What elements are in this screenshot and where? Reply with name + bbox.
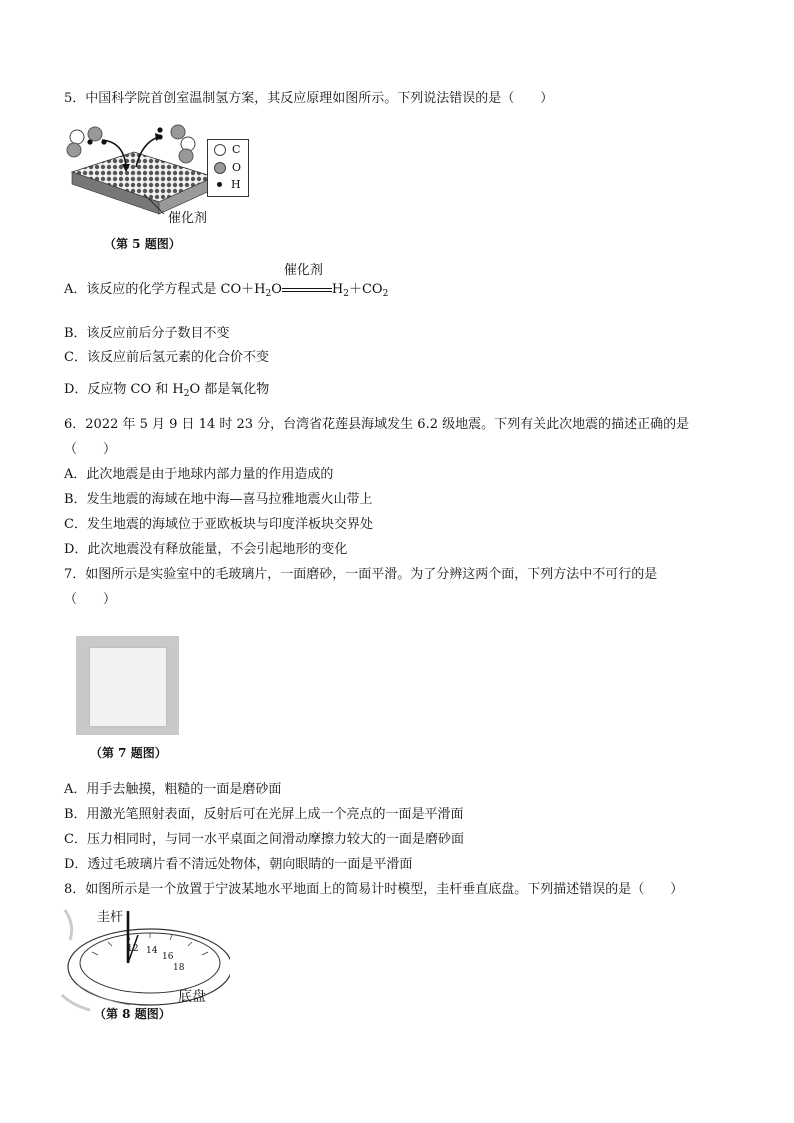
- legend-hydrogen: [214, 178, 241, 191]
- q8-stem: 8．如图所示是一个放置于宁波某地水平地面上的简易计时模型，圭杆垂直底盘。下列描述错误的是（ ）: [64, 882, 684, 897]
- gnomon-label: 圭杆: [97, 910, 124, 925]
- q6-option-b: B．发生地震的海域在地中海—喜马拉雅地震火山带上: [64, 492, 373, 507]
- q7-option-d: D．透过毛玻璃片看不清远处物体，朝向眼睛的一面是平滑面: [64, 857, 413, 872]
- q6-option-c: C．发生地震的海域位于亚欧板块与印度洋板块交界处: [64, 517, 373, 532]
- subscript-2: 2: [382, 289, 389, 299]
- q5-option-c: C．该反应前后氢元素的化合价不变: [64, 350, 269, 365]
- q5-legend: [207, 139, 249, 197]
- q7-stem: 7．如图所示是实验室中的毛玻璃片，一面磨砂，一面平滑。为了分辨这两个面，下列方法中不可行的是: [64, 567, 658, 582]
- catalyst-label: 催化剂: [168, 211, 208, 226]
- legend-hydrogen-label: H: [231, 178, 241, 191]
- q7-option-c: C．压力相同时，与同一水平桌面之间滑动摩擦力较大的一面是磨砂面: [64, 832, 464, 847]
- q5-option-a-text: A．该反应的化学方程式是 CO＋H: [64, 282, 266, 297]
- base-label: 底盘: [178, 989, 206, 1005]
- q6-stem: 6．2022 年 5 月 9 日 14 时 23 分，台湾省花莲县海域发生 6.2 级地震。下列有关此次地震的描述正确的是: [64, 417, 690, 432]
- q6-option-a: A．此次地震是由于地球内部力量的作用造成的: [64, 467, 334, 482]
- subscript-2: 2: [343, 289, 349, 299]
- q5-option-d-text-end: O 都是氧化物: [189, 382, 270, 397]
- q5-option-a-co2: ＋CO: [348, 282, 383, 297]
- q6-paren: （ ）: [64, 442, 117, 457]
- q5-option-b: B．该反应前后分子数目不变: [64, 326, 230, 341]
- subscript-2: 2: [183, 389, 190, 399]
- reaction-condition: 催化剂: [283, 263, 323, 278]
- q5-option-d: [64, 381, 269, 403]
- q5-option-a-h: H: [331, 282, 344, 297]
- oxygen-atom-icon: [214, 162, 226, 174]
- q7-paren: （ ）: [64, 592, 117, 607]
- q7-caption: （第 7 题图）: [90, 746, 167, 760]
- q6-option-d: D．此次地震没有释放能量，不会引起地形的变化: [64, 542, 348, 557]
- dial-number-16: 16: [162, 952, 174, 962]
- frosted-glass-photo: [76, 636, 179, 735]
- legend-carbon: [214, 143, 240, 156]
- dial-number-12: 12: [127, 944, 139, 954]
- reaction-arrow: [282, 263, 332, 299]
- q5-stem: 5．中国科学院首创室温制氢方案，其反应原理如图所示。下列说法错误的是（ ）: [64, 91, 554, 106]
- frosted-glass-plate: [90, 648, 166, 726]
- q8-caption: （第 8 题图）: [94, 1007, 171, 1021]
- q5-caption: （第 5 题图）: [104, 237, 181, 251]
- q5-option-d-text: D．反应物 CO 和 H: [64, 382, 184, 397]
- legend-oxygen: [214, 161, 241, 174]
- dial-number-14: 14: [146, 946, 158, 956]
- subscript-2: 2: [265, 289, 272, 299]
- dial-number-18: 18: [173, 963, 185, 973]
- legend-oxygen-label: O: [232, 161, 242, 174]
- q7-option-b: B．用激光笔照射表面，反射后可在光屏上成一个亮点的一面是平滑面: [64, 807, 464, 822]
- hydrogen-atom-icon: [217, 182, 222, 187]
- q7-option-a: A．用手去触摸，粗糙的一面是磨砂面: [64, 782, 282, 797]
- legend-carbon-label: C: [232, 143, 241, 156]
- q5-option-a: [64, 263, 389, 303]
- q5-option-a-o: O: [271, 282, 282, 297]
- carbon-atom-icon: [214, 144, 226, 156]
